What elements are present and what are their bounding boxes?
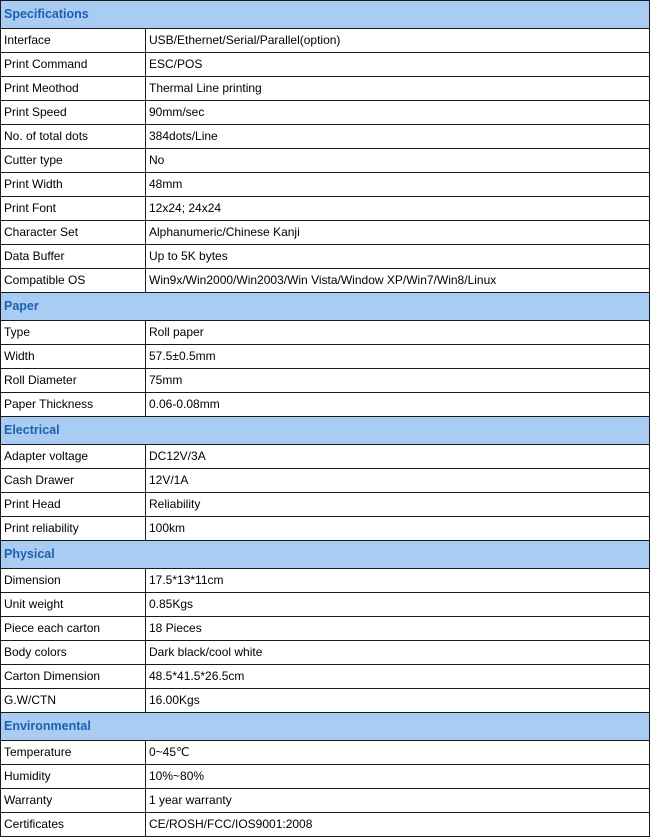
spec-row-print-width: [1, 173, 650, 197]
section-header-environmental: [1, 713, 650, 741]
spec-label: Print Command: [1, 53, 146, 77]
spec-row-print-command: [1, 53, 650, 77]
spec-row-piece-each-carton: [1, 617, 650, 641]
spec-row-gross-weight-ctn: [1, 689, 650, 713]
spec-value: 48.5*41.5*26.5cm: [146, 665, 650, 689]
spec-value: 75mm: [146, 369, 650, 393]
spec-label: Roll Diameter: [1, 369, 146, 393]
spec-label: Print Width: [1, 173, 146, 197]
spec-label: Print Head: [1, 493, 146, 517]
spec-label: Interface: [1, 29, 146, 53]
spec-label: Width: [1, 345, 146, 369]
section-header-electrical: [1, 417, 650, 445]
spec-value: 0.85Kgs: [146, 593, 650, 617]
spec-label: Adapter voltage: [1, 445, 146, 469]
spec-row-print-font: [1, 197, 650, 221]
spec-row-body-colors: [1, 641, 650, 665]
spec-row-warranty: [1, 789, 650, 813]
spec-row-interface: [1, 29, 650, 53]
spec-row-roll-diameter: [1, 369, 650, 393]
spec-row-adapter-voltage: [1, 445, 650, 469]
spec-row-humidity: [1, 765, 650, 789]
spec-label: Certificates: [1, 813, 146, 837]
spec-row-unit-weight: [1, 593, 650, 617]
spec-value: 12V/1A: [146, 469, 650, 493]
spec-value: 100km: [146, 517, 650, 541]
spec-label: Type: [1, 321, 146, 345]
spec-row-print-speed: [1, 101, 650, 125]
section-title: Specifications: [1, 1, 650, 29]
spec-label: Dimension: [1, 569, 146, 593]
spec-value: 57.5±0.5mm: [146, 345, 650, 369]
spec-value: No: [146, 149, 650, 173]
spec-label: Print Font: [1, 197, 146, 221]
spec-value: 48mm: [146, 173, 650, 197]
spec-value: 16.00Kgs: [146, 689, 650, 713]
spec-value: Win9x/Win2000/Win2003/Win Vista/Window XP/Win7/Win8/Linux: [146, 269, 650, 293]
spec-row-temperature: [1, 741, 650, 765]
spec-label: Carton Dimension: [1, 665, 146, 689]
spec-row-print-head: [1, 493, 650, 517]
section-title: Paper: [1, 293, 650, 321]
spec-row-print-reliability: [1, 517, 650, 541]
spec-label: Paper Thickness: [1, 393, 146, 417]
spec-label: Unit weight: [1, 593, 146, 617]
section-title: Environmental: [1, 713, 650, 741]
spec-row-character-set: [1, 221, 650, 245]
spec-value: 90mm/sec: [146, 101, 650, 125]
spec-label: Print Meothod: [1, 77, 146, 101]
spec-row-total-dots: [1, 125, 650, 149]
spec-value: ESC/POS: [146, 53, 650, 77]
spec-row-paper-width: [1, 345, 650, 369]
spec-row-cash-drawer: [1, 469, 650, 493]
spec-value: Thermal Line printing: [146, 77, 650, 101]
spec-value: CE/ROSH/FCC/IOS9001:2008: [146, 813, 650, 837]
spec-value: Alphanumeric/Chinese Kanji: [146, 221, 650, 245]
spec-value: 384dots/Line: [146, 125, 650, 149]
spec-value: 18 Pieces: [146, 617, 650, 641]
spec-label: Print reliability: [1, 517, 146, 541]
spec-row-paper-thickness: [1, 393, 650, 417]
section-title: Physical: [1, 541, 650, 569]
spec-row-data-buffer: [1, 245, 650, 269]
spec-value: Roll paper: [146, 321, 650, 345]
spec-value: 12x24; 24x24: [146, 197, 650, 221]
section-header-physical: [1, 541, 650, 569]
spec-row-certificates: [1, 813, 650, 837]
spec-label: Cash Drawer: [1, 469, 146, 493]
spec-label: Data Buffer: [1, 245, 146, 269]
spec-value: Reliability: [146, 493, 650, 517]
spec-value: 1 year warranty: [146, 789, 650, 813]
spec-value: Up to 5K bytes: [146, 245, 650, 269]
spec-row-carton-dimension: [1, 665, 650, 689]
spec-label: Temperature: [1, 741, 146, 765]
spec-value: 0~45℃: [146, 741, 650, 765]
spec-label: Print Speed: [1, 101, 146, 125]
spec-label: Compatible OS: [1, 269, 146, 293]
spec-table-body: [1, 1, 650, 837]
spec-label: Piece each carton: [1, 617, 146, 641]
spec-label: Cutter type: [1, 149, 146, 173]
section-header-paper: [1, 293, 650, 321]
spec-value: 10%~80%: [146, 765, 650, 789]
spec-label: No. of total dots: [1, 125, 146, 149]
section-header-specifications: [1, 1, 650, 29]
spec-row-compatible-os: [1, 269, 650, 293]
spec-label: Humidity: [1, 765, 146, 789]
spec-value: 17.5*13*11cm: [146, 569, 650, 593]
spec-value: Dark black/cool white: [146, 641, 650, 665]
spec-label: Warranty: [1, 789, 146, 813]
spec-value: DC12V/3A: [146, 445, 650, 469]
spec-label: G.W/CTN: [1, 689, 146, 713]
spec-label: Character Set: [1, 221, 146, 245]
spec-value: USB/Ethernet/Serial/Parallel(option): [146, 29, 650, 53]
spec-label: Body colors: [1, 641, 146, 665]
spec-value: 0.06-0.08mm: [146, 393, 650, 417]
spec-row-paper-type: [1, 321, 650, 345]
spec-row-cutter-type: [1, 149, 650, 173]
section-title: Electrical: [1, 417, 650, 445]
spec-row-print-method: [1, 77, 650, 101]
spec-row-dimension: [1, 569, 650, 593]
